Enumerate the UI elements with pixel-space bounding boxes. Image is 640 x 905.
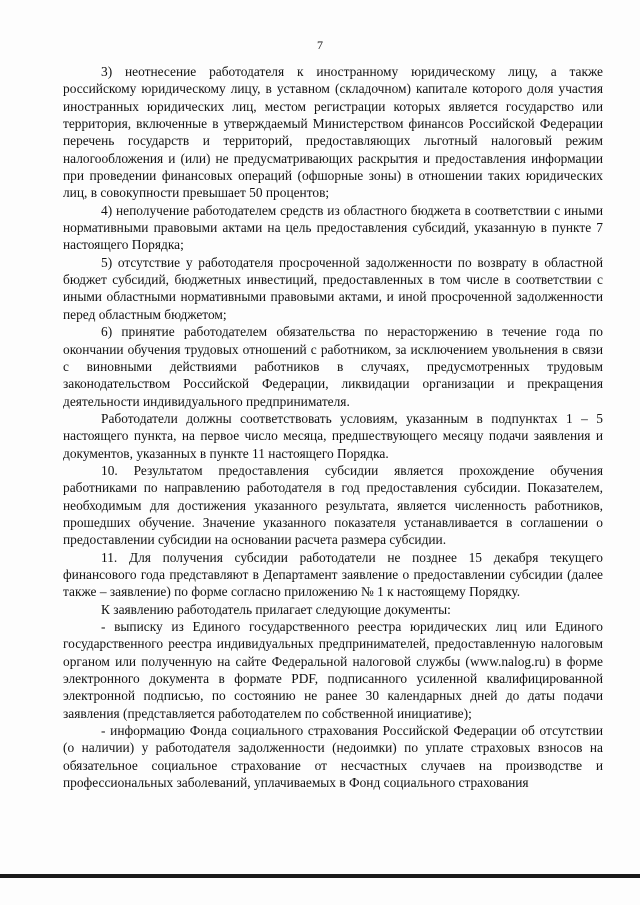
paragraph-conditions-note: Работодатели должны соответствовать условиям, указанным в подпунктах 1 – 5 настоящего пункта, на первое число месяца, предшествующего месяцу подачи заявления и документов, указанных в пункте 11 настоящего Порядка. [63, 410, 603, 461]
paragraph-attachment-fss: - информацию Фонда социального страхования Российской Федерации об отсутствии (о наличии) у работодателя задолженности (недоимки) по уплате страховых взносов на обязательное социальное страхование от несчастных случаев на производстве и профессиональных заболеваний, уплачиваемых в Фонд социального страхования [63, 723, 603, 791]
paragraph-condition-4: 4) неполучение работодателем средств из областного бюджета в соответствии с иными нормативными правовыми актами на цель предоставления субсидий, указанную в пункте 7 настоящего Порядка; [63, 202, 603, 253]
paragraph-attachment-egrul: - выписку из Единого государственного реестра юридических лиц или Единого государственного реестра индивидуальных предпринимателей, предоставленную налоговым органом или полученную на сайте Федеральной налоговой службы (www.nalog.ru) в форме электронного документа в формате PDF, подписанного усиленной квалифицированной электронной подписью, по состоянию не ранее 30 календарных дней до даты подачи заявления (представляется работодателем по собственной инициативе); [63, 619, 603, 721]
paragraph-condition-3: 3) неотнесение работодателя к иностранному юридическому лицу, а также российскому юридическому лицу, в уставном (складочном) капитале которого доля участия иностранных юридических лиц, местом регистрации которых является государство или территория, включенные в утверждаемый Министерством финансов Российской Федерации перечень государств и территорий, предоставляющих льготный налоговый режим налогообложения и (или) не предусматривающих раскрытия и предоставления информации при проведении финансовых операций (офшорные зоны) в отношении таких юридических лиц, в совокупности превышает 50 процентов; [63, 64, 603, 201]
page-number: 7 [317, 38, 323, 52]
paragraph-clause-11: 11. Для получения субсидии работодатели не позднее 15 декабря текущего финансового года представляют в Департамент заявление о предоставлении субсидии (далее также – заявление) по форме согласно приложению № 1 к настоящему Порядку. [63, 549, 603, 600]
scan-bottom-edge [0, 874, 640, 878]
paragraph-condition-6: 6) принятие работодателем обязательства по нерасторжению в течение года по окончании обучения трудовых отношений с работником, за исключением увольнения в связи с виновными действиями работников в случаях, предусмотренных трудовым законодательством Российской Федерации, ликвидации организации и прекращения деятельности индивидуального предпринимателя. [63, 324, 603, 409]
paragraph-clause-10: 10. Результатом предоставления субсидии является прохождение обучения работниками по направлению работодателя в год предоставления субсидии. Показателем, необходимым для достижения указанного результата, является численность работников, прошедших обучение. Значение указанного показателя устанавливается в соглашении о предоставлении субсидии на основании расчета размера субсидии. [63, 462, 603, 548]
paragraph-condition-5: 5) отсутствие у работодателя просроченной задолженности по возврату в областной бюджет субсидий, бюджетных инвестиций, предоставленных в том числе в соответствии с иными областными нормативными правовыми актами, и иной просроченной задолженности перед областным бюджетом; [63, 254, 603, 322]
document-body [63, 63, 603, 791]
paragraph-attachments-intro: К заявлению работодатель прилагает следующие документы: [101, 601, 451, 617]
